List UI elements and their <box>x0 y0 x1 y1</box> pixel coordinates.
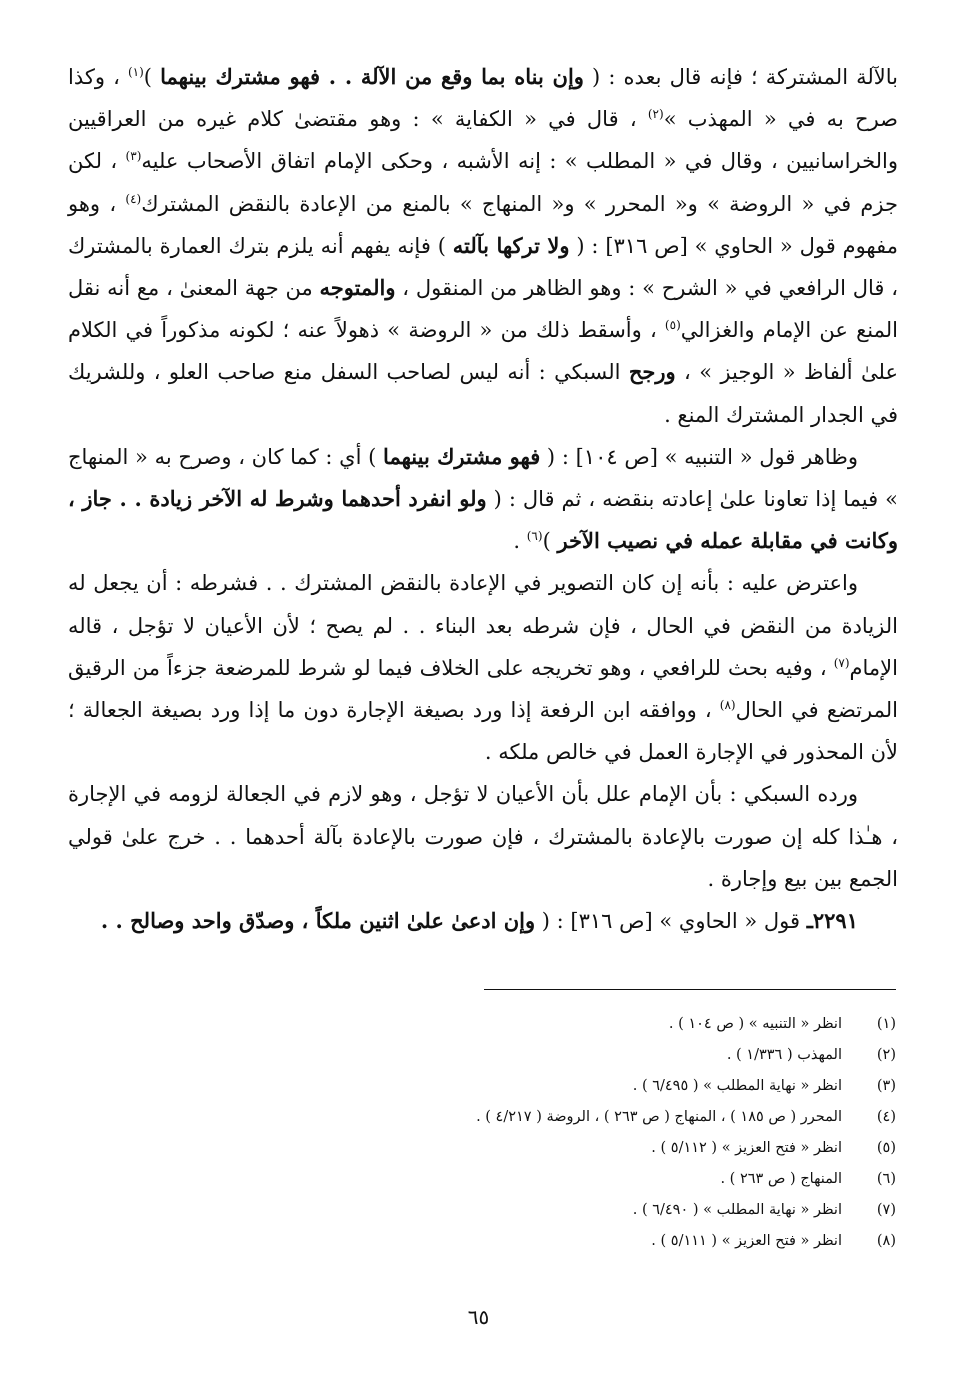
paragraph-1 <box>68 56 898 436</box>
footnote-text: انظر « نهاية المطلب » ( ٦/٤٩٥ ) . <box>632 1078 842 1094</box>
quoted-text: وإن ادعىٰ علىٰ اثنين ملكاً ، وصدّق واحد وصالح . . <box>100 908 536 934</box>
footnote-item <box>300 1195 896 1226</box>
text-run: وظاهر قول « التنبيه » [ص ١٠٤] : ( <box>540 444 858 469</box>
paragraph-3 <box>68 562 898 773</box>
text-run: بالآلة المشتركة ؛ فإنه قال بعده : ( <box>583 65 899 89</box>
footnote-ref[interactable]: (٤) <box>125 191 142 206</box>
footnote-item <box>300 1164 896 1195</box>
text-run: السبكي : أنه ليس لصاحب السفل منع صاحب العلو ، وللشريك في الجدار المشترك المنع . <box>68 360 898 427</box>
text-run: ، وكذا صرح به في « المهذب » <box>68 65 898 132</box>
text-run: قول « الحاوي » [ص ٣١٦] : ( <box>535 909 807 934</box>
footnote-text: المنهاج ( ص ٢٦٣ ) . <box>720 1171 842 1187</box>
footnote-text: انظر « نهاية المطلب » ( ٦/٤٩٠ ) . <box>632 1202 842 1218</box>
quoted-text: وإن بناه بما وقع من الآلة . . فهو مشترك بينهما <box>160 64 584 89</box>
quoted-text: فهو مشترك بينهما <box>383 443 541 469</box>
text-run: ، قال في « الكفاية » : وهو مقتضىٰ كلام غيره من العراقيين والخراسانيين ، وقال في « المطلب » : إنه الأشبه ، وحكى الإمام اتفاق الأصحاب عليه <box>68 107 898 174</box>
footnote-ref[interactable]: (٣) <box>125 149 142 164</box>
footnote-ref[interactable]: (٢) <box>647 107 664 122</box>
text-run: ) فإنه يفهم أنه يلزم بترك العمارة بالمشترك ، قال الرافعي في « الشرح » : وهو الظاهر من المنقول ، <box>68 233 898 301</box>
text-run: ) <box>143 65 161 89</box>
footnote-text: انظر « فتح العزيز » ( ٥/١١١ ) . <box>651 1233 842 1249</box>
text-run: ) أي : كما كان ، وصرح به « المنهاج » فيما إذا تعاونا علىٰ إعادته بنقضه ، ثم قال : ( <box>68 444 898 512</box>
main-text <box>68 56 898 942</box>
footnotes-list <box>300 1009 896 1257</box>
text-run: ورده السبكي : بأن الإمام علل بأن الأعيان لا تؤجل ، وهو لازم في الجعالة لزومه في الإجارة ، هـٰذا كله إن صورت بالإعادة بالمشترك ، فإن صورت بالإعادة بآلة أحدهما . . خرج علىٰ قولي الجمع بين بيع وإجارة . <box>68 782 898 891</box>
footnote-number: (٢) <box>876 1047 896 1063</box>
footnote-ref[interactable]: (٨) <box>719 698 736 713</box>
quoted-text: ولا تركها بآلته <box>452 232 570 258</box>
footnote-text: انظر « التنبيه » ( ص ١٠٤ ) . <box>668 1016 842 1032</box>
footnote-number: (١) <box>876 1016 896 1032</box>
entry-number: ٢٢٩١ـ <box>806 908 858 934</box>
page-number: ٦٥ <box>467 1305 490 1329</box>
text-run: ، وهو مفهوم قول « الحاوي » [ص ٣١٦] : ( <box>68 191 898 258</box>
text-run: . <box>513 529 527 554</box>
footnote-separator <box>484 989 896 990</box>
footnote-number: (٧) <box>876 1202 896 1218</box>
quoted-text: ورجح <box>628 359 676 385</box>
text-run: واعترض عليه : بأنه إن كان التصوير في الإعادة بالنقض المشترك . . فشرطه : أن يجعل له الزيادة من النقض في الحال ، فإن شرطه بعد البناء . . لم يصح ؛ لأن الأعيان لا تؤجل ، قاله الإمام <box>68 571 898 680</box>
text-run: من جهة المعنىٰ ، مع أنه نقل المنع عن الإمام والغزالي <box>68 276 898 343</box>
footnote-number: (٤) <box>876 1109 896 1125</box>
footnote-ref[interactable]: (٧) <box>833 655 850 670</box>
footnote-number: (٦) <box>876 1171 896 1187</box>
footnote-item <box>300 1102 896 1133</box>
text-run: ، لكن جزم في « الروضة » و« المحرر » و« المنهاج » بالمنع من الإعادة بالنقض المشترك <box>68 149 898 216</box>
paragraph-2 <box>68 436 898 563</box>
footnote-text: انظر « فتح العزيز » ( ٥/١١٢ ) . <box>651 1140 842 1156</box>
footnote-ref[interactable]: (١) <box>127 65 144 79</box>
footnote-text: المحرر ( ص ١٨٥ ) ، المنهاج ( ص ٢٦٣ ) ، الروضة ( ٤/٢١٧ ) . <box>476 1109 842 1125</box>
footnote-number: (٥) <box>876 1140 896 1156</box>
quoted-text: ولو انفرد أحدهما وشرط له الآخر زيادة . . جاز ، وكانت في مقابلة عمله في نصيب الآخر <box>68 486 898 554</box>
paragraph-5 <box>68 900 898 942</box>
footnote-ref[interactable]: (٥) <box>664 318 681 333</box>
quoted-text: والمتوجه <box>319 275 396 301</box>
footnote-ref[interactable]: (٦) <box>526 529 543 544</box>
text-run: ) <box>542 529 558 554</box>
footnote-number: (٣) <box>876 1078 896 1094</box>
footnote-item <box>300 1226 896 1257</box>
paragraph-4 <box>68 773 898 900</box>
text-run: ، ووافقه ابن الرفعة إذا ورد بصيغة الإجارة دون ما إذا ورد بصيغة الجعالة ؛ لأن المحذور في الإجارة العمل في خالص ملكه . <box>68 698 898 765</box>
footnote-text: المهذب ( ١/٣٣٦ ) . <box>726 1047 842 1063</box>
footnote-item <box>300 1009 896 1040</box>
text-run: ، وفيه بحث للرافعي ، وهو تخريجه على الخلاف فيما لو شرط للمرضعة جزءاً من الرقيق المرتضع في الحال <box>68 655 899 723</box>
footnote-number: (٨) <box>876 1233 896 1249</box>
footnote-item <box>300 1133 896 1164</box>
footnote-item <box>300 1040 896 1071</box>
footnote-item <box>300 1071 896 1102</box>
text-run: ، وأسقط ذلك من « الروضة » ذهولاً عنه ؛ لكونه مذكوراً في الكلام علىٰ ألفاظ « الوجيز » ، <box>68 318 898 385</box>
